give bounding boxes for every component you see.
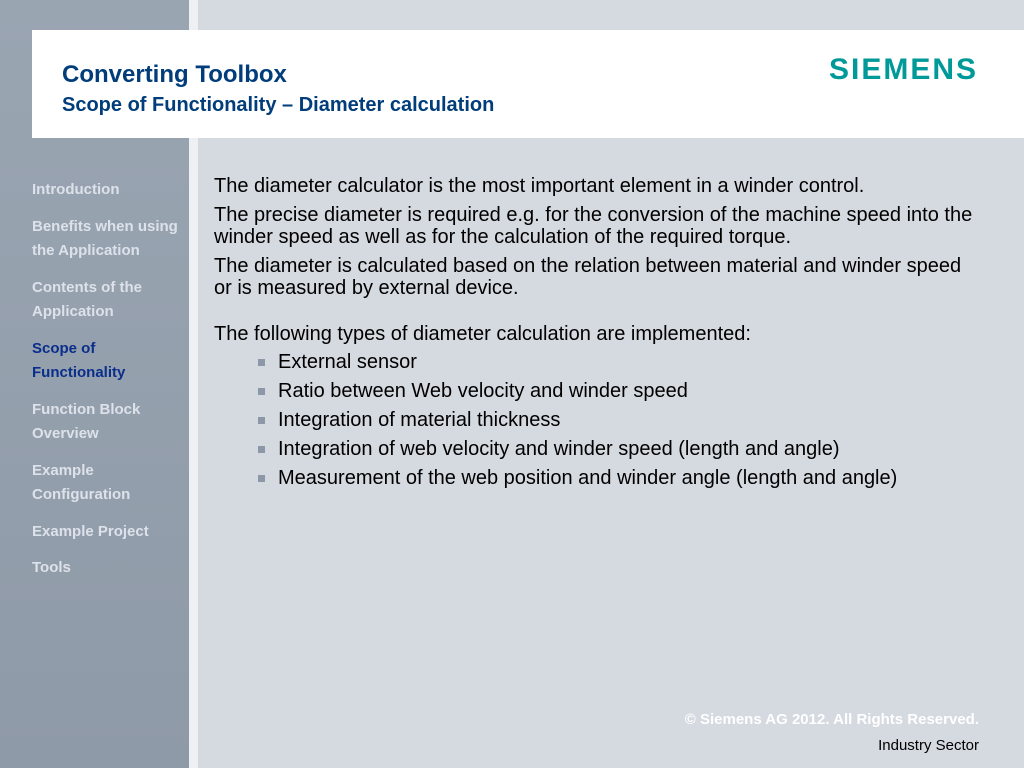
paragraph: The diameter is calculated based on the relation between material and winder speed or is measured by external device. <box>214 255 962 299</box>
list-item <box>278 438 974 460</box>
list-item <box>278 467 974 489</box>
siemens-logo: SIEMENS <box>828 53 978 86</box>
list-item <box>278 351 974 373</box>
nav-item-tools[interactable]: Tools <box>32 559 71 576</box>
list-item <box>278 380 974 402</box>
list-item-text: Measurement of the web position and winder angle (length and angle) <box>278 467 898 489</box>
nav-item-introduction[interactable]: Introduction <box>32 181 120 198</box>
calculation-types-list <box>214 351 974 489</box>
list-item-text: Ratio between Web velocity and winder speed <box>278 380 688 402</box>
paragraph: The precise diameter is required e.g. for the conversion of the machine speed into the winder speed as well as for the calculation of the required torque. <box>214 204 973 248</box>
section-nav <box>32 178 182 593</box>
nav-item-scope-of-functionality[interactable]: Scope of Functionality <box>32 339 126 381</box>
square-bullet-icon <box>258 417 265 424</box>
list-item-text: Integration of material thickness <box>278 409 561 431</box>
copyright-notice: © Siemens AG 2012. All Rights Reserved. <box>684 711 979 728</box>
list-item <box>278 409 974 431</box>
square-bullet-icon <box>258 388 265 395</box>
nav-item-benefits[interactable]: Benefits when using the Application <box>32 217 178 259</box>
list-item-text: Integration of web velocity and winder speed (length and angle) <box>278 438 840 460</box>
nav-item-function-block-overview[interactable]: Function Block Overview <box>32 400 141 442</box>
nav-item-contents[interactable]: Contents of the Application <box>32 278 142 320</box>
page-title: Converting Toolbox <box>62 61 287 88</box>
list-item-text: External sensor <box>278 351 417 373</box>
page-subtitle: Scope of Functionality – Diameter calculation <box>62 94 495 116</box>
list-intro: The following types of diameter calculation are implemented: <box>214 323 751 345</box>
industry-sector-label: Industry Sector <box>878 737 979 754</box>
slide-content <box>214 175 974 496</box>
header <box>32 30 1024 138</box>
square-bullet-icon <box>258 446 265 453</box>
square-bullet-icon <box>258 475 265 482</box>
nav-item-example-configuration[interactable]: Example Configuration <box>32 461 131 503</box>
nav-item-example-project[interactable]: Example Project <box>32 522 149 540</box>
paragraph: The diameter calculator is the most important element in a winder control. <box>214 175 865 197</box>
square-bullet-icon <box>258 359 265 366</box>
